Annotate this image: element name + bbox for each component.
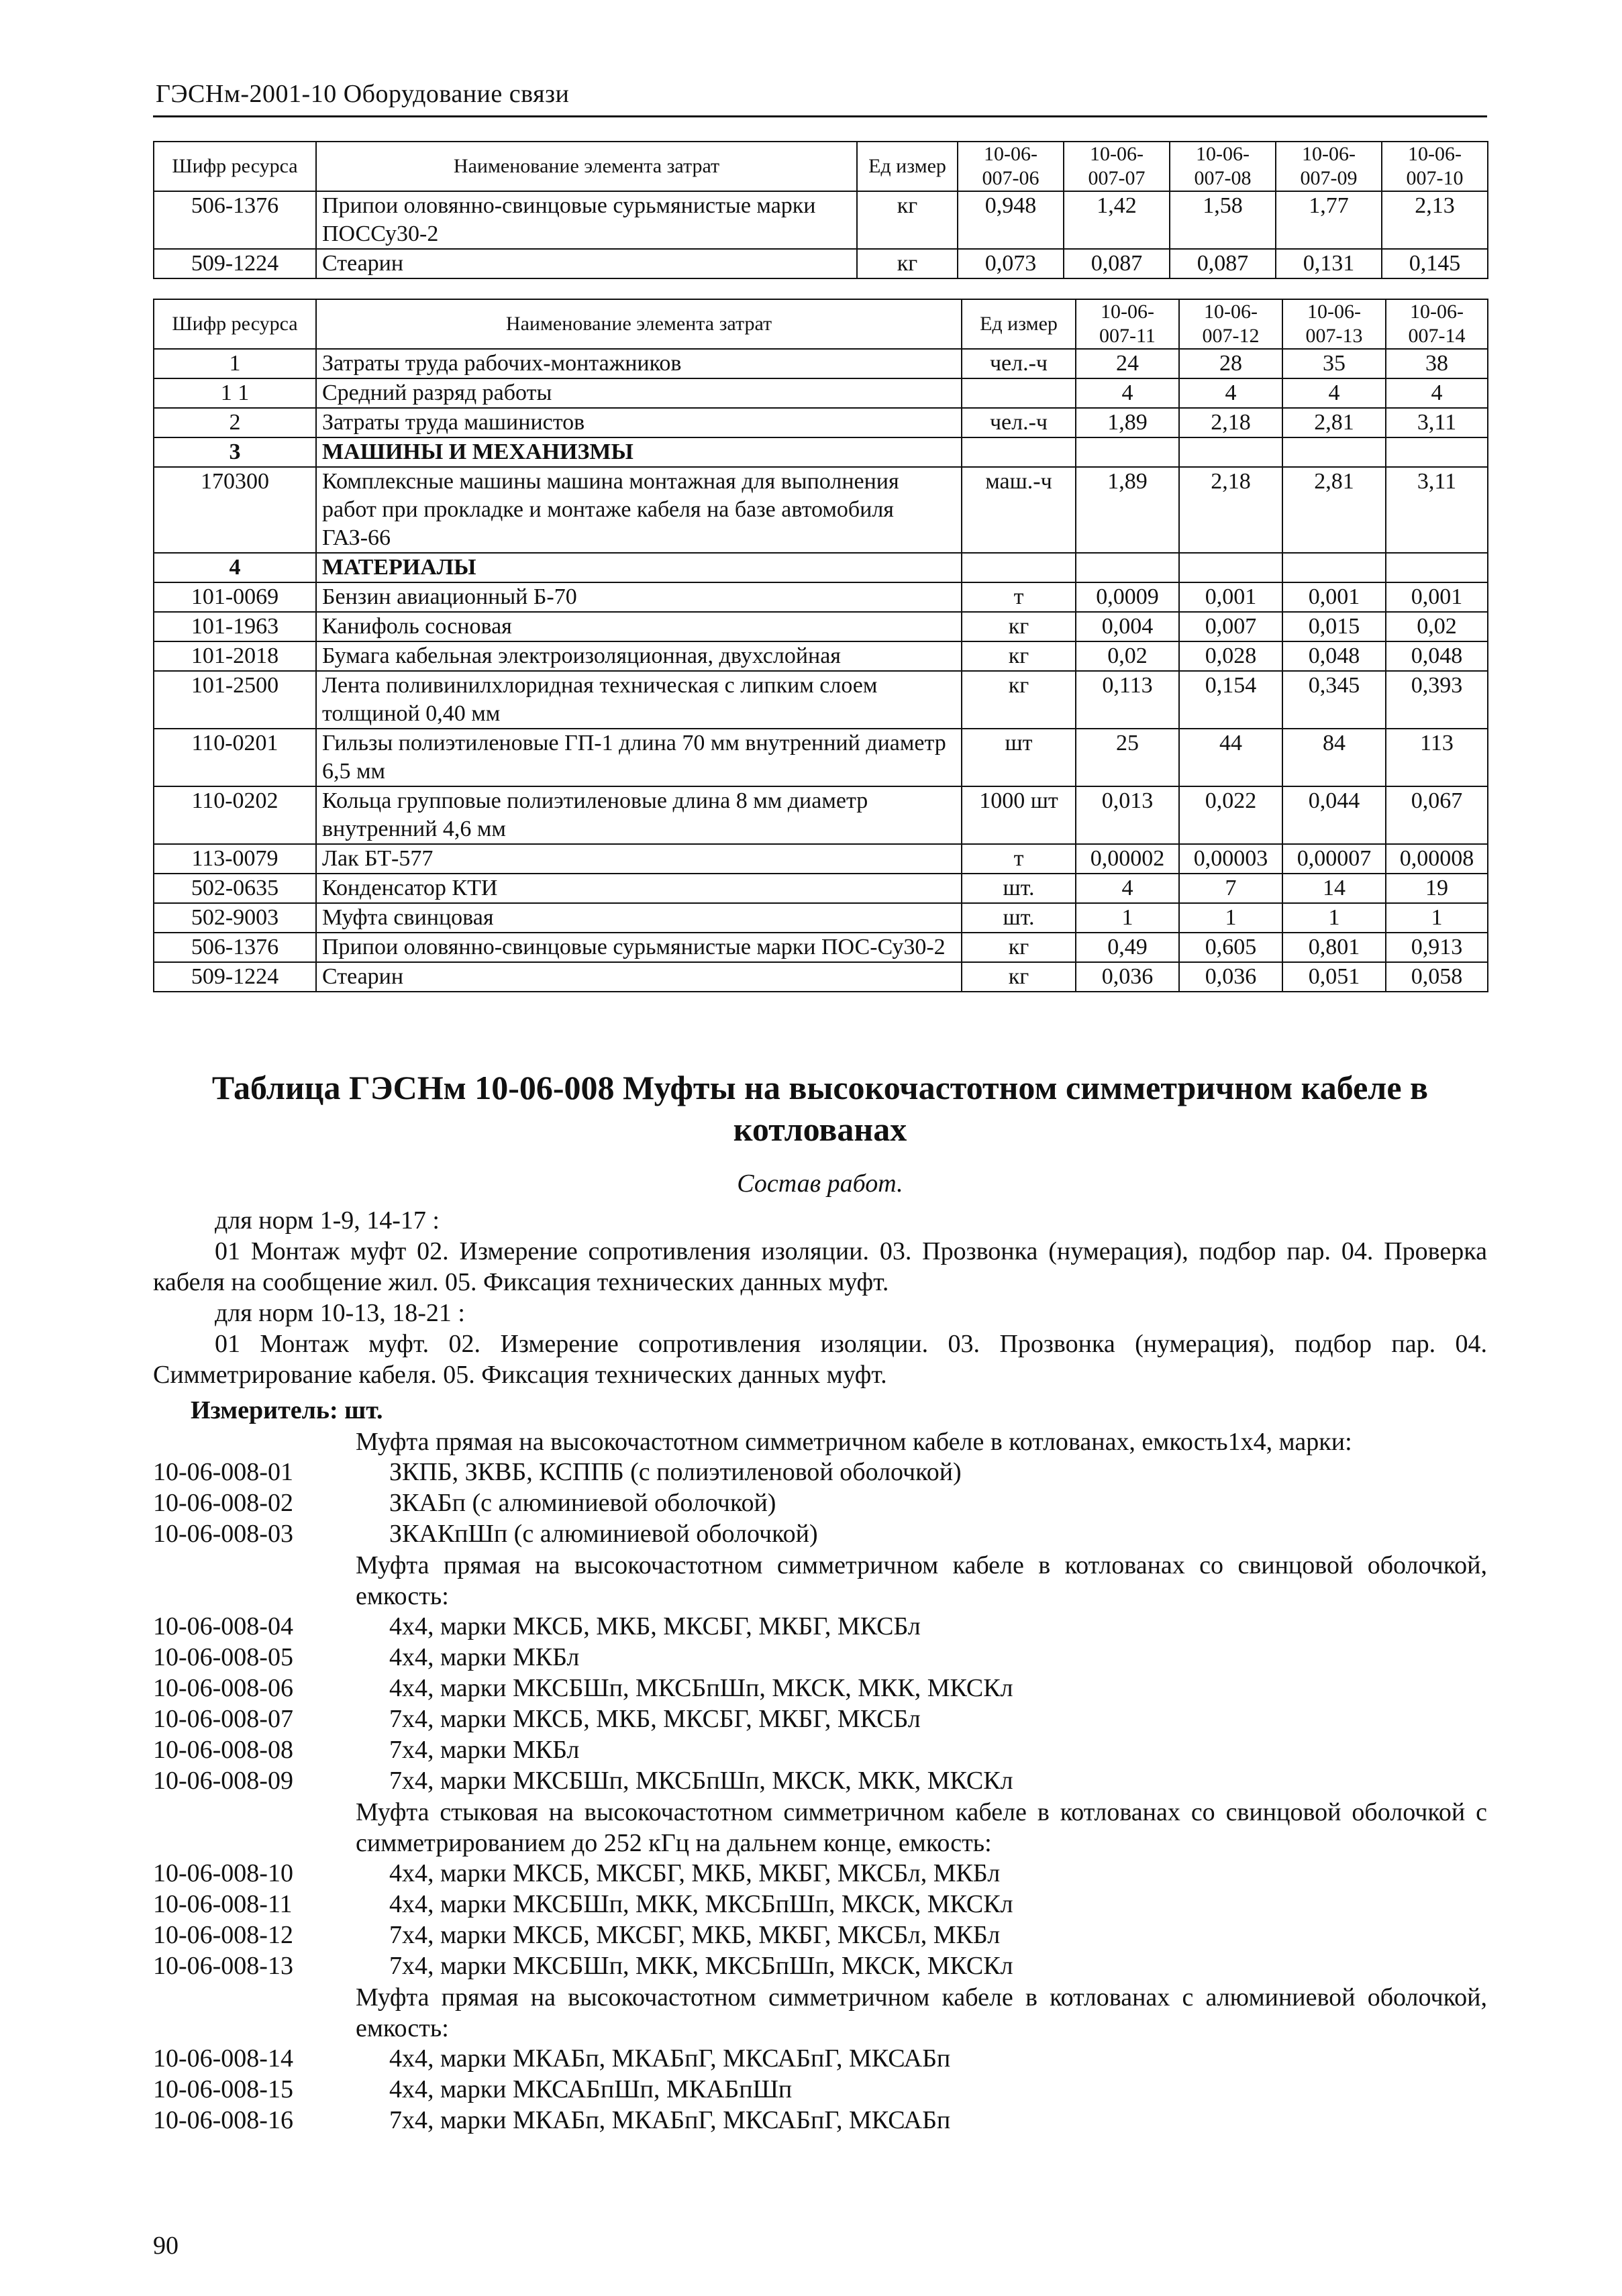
unit-cell: кг <box>962 641 1076 671</box>
unit-cell: кг <box>857 191 958 249</box>
value-cell: 0,007 <box>1179 612 1282 641</box>
norms-a-text: 01 Монтаж муфт 02. Измерение сопротивления изоляции. 03. Прозвонка (нумерация), подбор пар. 04. Проверка кабеля на сообщение жил. 05. Фиксация технических данных муфт. <box>153 1237 1487 1296</box>
value-cell <box>1282 437 1386 467</box>
value-cell: 4 <box>1386 378 1488 408</box>
resource-code-cell: 509-1224 <box>154 962 316 992</box>
value-cell: 0,113 <box>1076 671 1179 729</box>
value-cell: 3,11 <box>1386 467 1488 553</box>
cost-item-name-cell: Стеарин <box>316 249 857 278</box>
unit-cell: кг <box>962 962 1076 992</box>
table-header-row <box>154 142 1488 191</box>
value-cell: 2,18 <box>1179 408 1282 437</box>
table-row <box>154 671 1488 729</box>
value-cell: 1 <box>1386 903 1488 933</box>
norm-description: 7х4, марки МКСБ, МКСБГ, МКБ, МКБГ, МКСБл, МКБл <box>389 1921 1001 1949</box>
value-cell: 0,067 <box>1386 786 1488 844</box>
norms-a-label: для норм 1-9, 14-17 : <box>215 1206 440 1235</box>
resource-code-cell: 506-1376 <box>154 191 316 249</box>
norm-code: 10-06-008-09 <box>153 1767 293 1795</box>
value-cell: 4 <box>1076 874 1179 903</box>
norm-code: 10-06-008-04 <box>153 1612 293 1640</box>
value-cell: 113 <box>1386 729 1488 786</box>
value-cell <box>1282 553 1386 582</box>
value-cell: 0,015 <box>1282 612 1386 641</box>
table-row <box>154 349 1488 378</box>
table-row <box>154 729 1488 786</box>
resource-code-cell: 101-1963 <box>154 612 316 641</box>
resource-table-1 <box>153 141 1488 279</box>
resource-code-cell: 509-1224 <box>154 249 316 278</box>
group-heading: Муфта прямая на высокочастотном симметричном кабеле в котлованах со свинцовой оболочкой, емкость: <box>356 1551 1487 1610</box>
column-header: Наименование элемента затрат <box>316 299 962 349</box>
resource-table-2 <box>153 299 1488 992</box>
norm-description: 7х4, марки МКБл <box>389 1736 580 1764</box>
value-cell: 1 <box>1076 903 1179 933</box>
resource-code-cell: 4 <box>154 553 316 582</box>
value-cell: 0,001 <box>1179 582 1282 612</box>
column-header: 10-06- 007-09 <box>1276 142 1382 191</box>
unit-cell: шт. <box>962 874 1076 903</box>
unit-cell: чел.-ч <box>962 408 1076 437</box>
norm-description: ЗКАБп (с алюминиевой оболочкой) <box>389 1489 776 1517</box>
cost-item-name-cell: Конденсатор КТИ <box>316 874 962 903</box>
value-cell: 0,036 <box>1076 962 1179 992</box>
table-row <box>154 844 1488 874</box>
cost-item-name-cell: Затраты труда рабочих-монтажников <box>316 349 962 378</box>
norms-b-label: для норм 10-13, 18-21 : <box>215 1299 465 1327</box>
value-cell: 0,131 <box>1276 249 1382 278</box>
value-cell: 2,81 <box>1282 408 1386 437</box>
table-row <box>154 249 1488 278</box>
unit-cell: 1000 шт <box>962 786 1076 844</box>
unit-cell <box>962 437 1076 467</box>
column-header: Шифр ресурса <box>154 299 316 349</box>
value-cell: 0,0009 <box>1076 582 1179 612</box>
value-cell: 2,13 <box>1382 191 1488 249</box>
unit-cell: кг <box>962 671 1076 729</box>
unit-cell: кг <box>962 933 1076 962</box>
norm-description: 4х4, марки МКСБШп, МКСБпШп, МКСК, МКК, МКСКл <box>389 1674 1013 1702</box>
value-cell <box>1179 437 1282 467</box>
table-row <box>154 641 1488 671</box>
cost-item-name-cell: МАШИНЫ И МЕХАНИЗМЫ <box>316 437 962 467</box>
norm-description: 4х4, марки МКАБп, МКАБпГ, МКСАБпГ, МКСАБп <box>389 2044 951 2073</box>
value-cell: 19 <box>1386 874 1488 903</box>
value-cell: 4 <box>1076 378 1179 408</box>
value-cell: 1 <box>1282 903 1386 933</box>
table-header-row <box>154 299 1488 349</box>
resource-code-cell: 101-2500 <box>154 671 316 729</box>
cost-item-name-cell: Стеарин <box>316 962 962 992</box>
value-cell: 0,001 <box>1386 582 1488 612</box>
norm-code: 10-06-008-14 <box>153 2044 293 2073</box>
norm-code: 10-06-008-03 <box>153 1520 293 1548</box>
norms-b-text: 01 Монтаж муфт. 02. Измерение сопротивления изоляции. 03. Прозвонка (нумерация), подбор пар. 04. Симметрирование кабеля. 05. Фиксация технических данных муфт. <box>153 1330 1487 1389</box>
value-cell: 84 <box>1282 729 1386 786</box>
table-row <box>154 933 1488 962</box>
value-cell: 25 <box>1076 729 1179 786</box>
cost-item-name-cell: Гильзы полиэтиленовые ГП-1 длина 70 мм внутренний диаметр 6,5 мм <box>316 729 962 786</box>
value-cell: 0,073 <box>958 249 1064 278</box>
cost-item-name-cell: Канифоль сосновая <box>316 612 962 641</box>
header-rule <box>153 115 1487 117</box>
cost-item-name-cell: Припои оловянно-свинцовые сурьмянистые марки ПОС-Су30-2 <box>316 933 962 962</box>
cost-item-name-cell: Кольца групповые полиэтиленовые длина 8 мм диаметр внутренний 4,6 мм <box>316 786 962 844</box>
resource-code-cell: 110-0201 <box>154 729 316 786</box>
norm-description: 4х4, марки МКБл <box>389 1643 580 1671</box>
value-cell: 0,048 <box>1282 641 1386 671</box>
norm-description: 7х4, марки МКСБШп, МКК, МКСБпШп, МКСК, МКСКл <box>389 1952 1013 1980</box>
resource-code-cell: 101-0069 <box>154 582 316 612</box>
column-header: 10-06- 007-08 <box>1170 142 1276 191</box>
column-header: 10-06- 007-06 <box>958 142 1064 191</box>
value-cell <box>1386 553 1488 582</box>
value-cell: 0,022 <box>1179 786 1282 844</box>
value-cell: 0,605 <box>1179 933 1282 962</box>
work-composition-title: Состав работ. <box>737 1169 903 1198</box>
value-cell: 1 <box>1179 903 1282 933</box>
norm-code: 10-06-008-16 <box>153 2106 293 2134</box>
value-cell: 0,00003 <box>1179 844 1282 874</box>
cost-item-name-cell: Средний разряд работы <box>316 378 962 408</box>
norm-description: 4х4, марки МКСБШп, МКК, МКСБпШп, МКСК, МКСКл <box>389 1890 1013 1918</box>
value-cell: 0,49 <box>1076 933 1179 962</box>
column-header: Ед измер <box>962 299 1076 349</box>
cost-item-name-cell: Припои оловянно-свинцовые сурьмянистые марки ПОССу30-2 <box>316 191 857 249</box>
table-row <box>154 612 1488 641</box>
value-cell: 0,913 <box>1386 933 1488 962</box>
unit-cell: шт <box>962 729 1076 786</box>
norm-description: 7х4, марки МКАБп, МКАБпГ, МКСАБпГ, МКСАБп <box>389 2106 951 2134</box>
norm-description: 7х4, марки МКСБ, МКБ, МКСБГ, МКБГ, МКСБл <box>389 1705 921 1733</box>
section-row <box>154 553 1488 582</box>
value-cell: 35 <box>1282 349 1386 378</box>
norm-code: 10-06-008-13 <box>153 1952 293 1980</box>
norm-description: ЗКАКпШп (с алюминиевой оболочкой) <box>389 1520 818 1548</box>
value-cell: 4 <box>1282 378 1386 408</box>
value-cell: 0,02 <box>1076 641 1179 671</box>
value-cell <box>1076 437 1179 467</box>
value-cell: 3,11 <box>1386 408 1488 437</box>
norm-description: ЗКПБ, ЗКВБ, КСППБ (с полиэтиленовой оболочкой) <box>389 1458 962 1486</box>
value-cell: 0,00002 <box>1076 844 1179 874</box>
column-header: 10-06- 007-07 <box>1064 142 1170 191</box>
unit-cell: кг <box>962 612 1076 641</box>
value-cell: 0,154 <box>1179 671 1282 729</box>
resource-code-cell: 502-0635 <box>154 874 316 903</box>
column-header: 10-06- 007-14 <box>1386 299 1488 349</box>
column-header: Ед измер <box>857 142 958 191</box>
norm-code: 10-06-008-15 <box>153 2075 293 2103</box>
table-row <box>154 903 1488 933</box>
resource-code-cell: 101-2018 <box>154 641 316 671</box>
unit-cell <box>962 378 1076 408</box>
value-cell: 0,087 <box>1064 249 1170 278</box>
table-row <box>154 582 1488 612</box>
column-header: 10-06- 007-13 <box>1282 299 1386 349</box>
norm-code: 10-06-008-08 <box>153 1736 293 1764</box>
unit-cell: чел.-ч <box>962 349 1076 378</box>
norm-code: 10-06-008-06 <box>153 1674 293 1702</box>
norm-code: 10-06-008-02 <box>153 1489 293 1517</box>
value-cell: 2,81 <box>1282 467 1386 553</box>
cost-item-name-cell: Бумага кабельная электроизоляционная, двухслойная <box>316 641 962 671</box>
unit-cell: шт. <box>962 903 1076 933</box>
value-cell: 0,145 <box>1382 249 1488 278</box>
value-cell: 0,801 <box>1282 933 1386 962</box>
column-header: 10-06- 007-10 <box>1382 142 1488 191</box>
unit-cell <box>962 553 1076 582</box>
value-cell: 1,89 <box>1076 408 1179 437</box>
norm-description: 7х4, марки МКСБШп, МКСБпШп, МКСК, МКК, МКСКл <box>389 1767 1013 1795</box>
table-row <box>154 874 1488 903</box>
value-cell: 0,036 <box>1179 962 1282 992</box>
resource-code-cell: 502-9003 <box>154 903 316 933</box>
value-cell: 44 <box>1179 729 1282 786</box>
value-cell: 0,048 <box>1386 641 1488 671</box>
value-cell: 0,028 <box>1179 641 1282 671</box>
value-cell: 0,044 <box>1282 786 1386 844</box>
value-cell: 28 <box>1179 349 1282 378</box>
resource-code-cell: 113-0079 <box>154 844 316 874</box>
norm-description: 4х4, марки МКСБ, МКБ, МКСБГ, МКБГ, МКСБл <box>389 1612 921 1640</box>
value-cell: 0,001 <box>1282 582 1386 612</box>
table-row <box>154 408 1488 437</box>
cost-item-name-cell: МАТЕРИАЛЫ <box>316 553 962 582</box>
column-header: 10-06- 007-12 <box>1179 299 1282 349</box>
value-cell: 0,00008 <box>1386 844 1488 874</box>
running-title: ГЭСНм-2001-10 Оборудование связи <box>156 80 570 108</box>
value-cell: 0,058 <box>1386 962 1488 992</box>
value-cell: 1,58 <box>1170 191 1276 249</box>
resource-code-cell: 1 1 <box>154 378 316 408</box>
measure-unit: Измеритель: шт. <box>191 1396 383 1424</box>
value-cell: 0,02 <box>1386 612 1488 641</box>
group-heading: Муфта прямая на высокочастотном симметричном кабеле в котлованах, емкость1х4, марки: <box>356 1428 1352 1456</box>
page-number: 90 <box>153 2232 179 2260</box>
group-heading: Муфта прямая на высокочастотном симметричном кабеле в котлованах с алюминиевой оболочкой, емкость: <box>356 1983 1487 2042</box>
section-row <box>154 437 1488 467</box>
value-cell: 0,00007 <box>1282 844 1386 874</box>
value-cell: 1,89 <box>1076 467 1179 553</box>
norm-code: 10-06-008-07 <box>153 1705 293 1733</box>
value-cell: 0,948 <box>958 191 1064 249</box>
norm-code: 10-06-008-11 <box>153 1890 293 1918</box>
column-header: Шифр ресурса <box>154 142 316 191</box>
value-cell: 0,013 <box>1076 786 1179 844</box>
table-row <box>154 467 1488 553</box>
norm-code: 10-06-008-01 <box>153 1458 293 1486</box>
value-cell: 24 <box>1076 349 1179 378</box>
norm-code: 10-06-008-10 <box>153 1859 293 1887</box>
value-cell <box>1386 437 1488 467</box>
table-row <box>154 962 1488 992</box>
value-cell: 14 <box>1282 874 1386 903</box>
resource-code-cell: 3 <box>154 437 316 467</box>
value-cell: 1,77 <box>1276 191 1382 249</box>
cost-item-name-cell: Лента поливинилхлоридная техническая с липким слоем толщиной 0,40 мм <box>316 671 962 729</box>
value-cell: 1,42 <box>1064 191 1170 249</box>
norm-description: 4х4, марки МКСБ, МКСБГ, МКБ, МКБГ, МКСБл, МКБл <box>389 1859 1001 1887</box>
table-row <box>154 786 1488 844</box>
table-row <box>154 378 1488 408</box>
value-cell <box>1076 553 1179 582</box>
norm-code: 10-06-008-12 <box>153 1921 293 1949</box>
unit-cell: маш.-ч <box>962 467 1076 553</box>
cost-item-name-cell: Комплексные машины машина монтажная для выполнения работ при прокладке и монтаже кабеля на базе автомобиля ГАЗ-66 <box>316 467 962 553</box>
resource-code-cell: 170300 <box>154 467 316 553</box>
resource-code-cell: 110-0202 <box>154 786 316 844</box>
value-cell: 4 <box>1179 378 1282 408</box>
value-cell: 38 <box>1386 349 1488 378</box>
section-title: Таблица ГЭСНм 10-06-008 Муфты на высокочастотном симметричном кабеле в котлованах <box>211 1069 1429 1148</box>
cost-item-name-cell: Затраты труда машинистов <box>316 408 962 437</box>
value-cell: 0,051 <box>1282 962 1386 992</box>
column-header: 10-06- 007-11 <box>1076 299 1179 349</box>
value-cell: 0,004 <box>1076 612 1179 641</box>
value-cell: 0,393 <box>1386 671 1488 729</box>
unit-cell: кг <box>857 249 958 278</box>
resource-code-cell: 1 <box>154 349 316 378</box>
unit-cell: т <box>962 582 1076 612</box>
cost-item-name-cell: Лак БТ-577 <box>316 844 962 874</box>
norm-code: 10-06-008-05 <box>153 1643 293 1671</box>
value-cell: 7 <box>1179 874 1282 903</box>
value-cell <box>1179 553 1282 582</box>
unit-cell: т <box>962 844 1076 874</box>
value-cell: 2,18 <box>1179 467 1282 553</box>
value-cell: 0,087 <box>1170 249 1276 278</box>
resource-code-cell: 506-1376 <box>154 933 316 962</box>
resource-code-cell: 2 <box>154 408 316 437</box>
column-header: Наименование элемента затрат <box>316 142 857 191</box>
cost-item-name-cell: Бензин авиационный Б-70 <box>316 582 962 612</box>
norm-description: 4х4, марки МКСАБпШп, МКАБпШп <box>389 2075 793 2103</box>
cost-item-name-cell: Муфта свинцовая <box>316 903 962 933</box>
value-cell: 0,345 <box>1282 671 1386 729</box>
group-heading: Муфта стыковая на высокочастотном симметричном кабеле в котлованах со свинцовой оболочкой с симметрированием до 252 кГц на дальнем конце, емкость: <box>356 1798 1487 1857</box>
table-row <box>154 191 1488 249</box>
